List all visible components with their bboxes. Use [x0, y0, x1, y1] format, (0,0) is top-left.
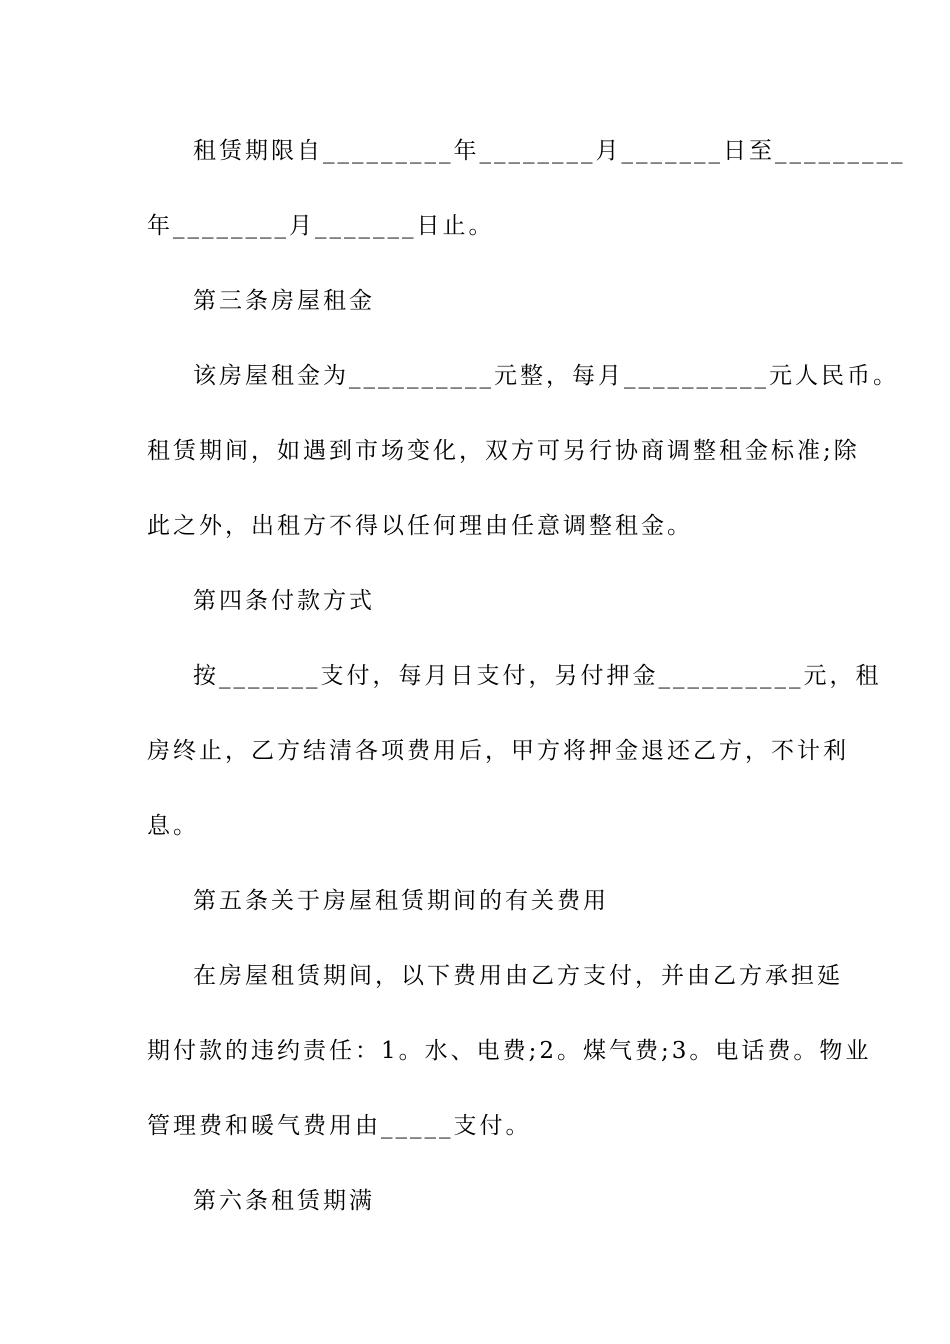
lease-term-line-continued	[0, 206, 950, 246]
paragraph-text: 该房屋租金为__________元整，每月__________元人民币。	[193, 363, 899, 389]
fees-line	[0, 956, 950, 996]
paragraph-text: 年________月_______日止。	[147, 213, 495, 239]
paragraph-text: 此之外，出租方不得以任何理由任意调整租金。	[147, 513, 693, 539]
article-6-heading	[0, 1181, 950, 1221]
rent-adjustment-line-continued	[0, 506, 950, 546]
management-fee-line	[0, 1106, 950, 1146]
paragraph-text: 租赁期间，如遇到市场变化，双方可另行协商调整租金标准;除	[147, 438, 860, 464]
paragraph-text: 按_______支付，每月日支付，另付押金__________元，租	[193, 663, 882, 689]
article-5-heading	[0, 881, 950, 921]
section-heading: 第四条付款方式	[193, 588, 375, 614]
lease-term-line	[0, 131, 950, 171]
section-heading: 第五条关于房屋租赁期间的有关费用	[193, 888, 609, 914]
paragraph-text: 在房屋租赁期间，以下费用由乙方支付，并由乙方承担延	[193, 963, 843, 989]
payment-method-line	[0, 656, 950, 696]
section-heading: 第三条房屋租金	[193, 288, 375, 314]
rent-adjustment-line	[0, 431, 950, 471]
fees-list-line	[0, 1031, 950, 1071]
paragraph-text: 息。	[147, 813, 199, 839]
deposit-return-line	[0, 731, 950, 771]
paragraph-text: 管理费和暖气费用由_____支付。	[147, 1113, 532, 1139]
article-3-heading	[0, 281, 950, 321]
paragraph-text: 期付款的违约责任：1。水、电费;2。煤气费;3。电话费。物业	[147, 1038, 872, 1064]
rent-amount-line	[0, 356, 950, 396]
paragraph-text: 房终止，乙方结清各项费用后，甲方将押金退还乙方，不计利	[147, 738, 849, 764]
deposit-return-line-end	[0, 806, 950, 846]
section-heading: 第六条租赁期满	[193, 1188, 375, 1214]
article-4-heading	[0, 581, 950, 621]
paragraph-text: 租赁期限自_________年________月_______日至_________	[193, 138, 906, 164]
